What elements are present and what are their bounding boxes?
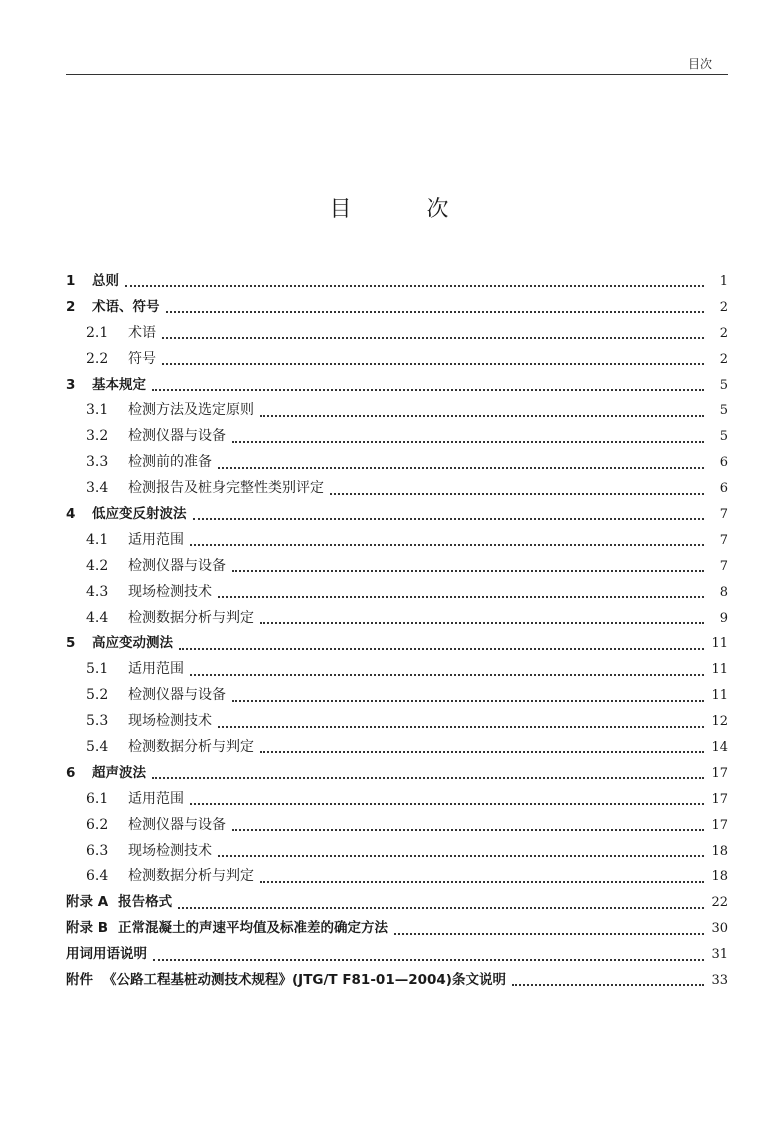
toc-entry-number: 3.4 xyxy=(86,480,109,497)
toc-entry-label: 基本规定 xyxy=(92,376,146,393)
toc-leader-dots xyxy=(232,440,704,443)
toc-entry-number: 2.2 xyxy=(86,350,109,367)
toc-entry[interactable] xyxy=(66,968,728,994)
toc-leader-dots xyxy=(260,414,704,417)
toc-leader-dots xyxy=(218,466,704,469)
toc-entry-label: 术语 xyxy=(128,324,156,341)
toc-entry-label: 现场检测技术 xyxy=(128,842,212,859)
toc-entry-number: 3.1 xyxy=(86,402,109,419)
toc-entry[interactable] xyxy=(66,295,728,321)
toc-entry-label: 检测数据分析与判定 xyxy=(128,609,254,626)
toc-entry-page: 2 xyxy=(719,325,728,341)
toc-entry-label: 总则 xyxy=(92,273,119,289)
toc-entry-label: 检测数据分析与判定 xyxy=(128,868,254,885)
toc-entry-label: 现场检测技术 xyxy=(128,583,212,600)
toc-entry-page: 5 xyxy=(719,429,728,445)
toc-entry-label: 检测前的准备 xyxy=(128,454,212,471)
toc-entry-label: 适用范围 xyxy=(128,531,184,548)
toc-entry-page: 17 xyxy=(711,791,728,807)
toc-leader-dots xyxy=(260,621,704,624)
toc-entry[interactable] xyxy=(66,269,728,295)
toc-entry[interactable] xyxy=(66,813,728,839)
toc-entry-page: 11 xyxy=(711,636,728,652)
toc-entry-number: 3.3 xyxy=(86,454,109,471)
toc-entry-page: 1 xyxy=(719,274,728,289)
toc-entry-label: 正常混凝土的声速平均值及标准差的确定方法 xyxy=(118,920,388,937)
toc-entry-number: 4 xyxy=(66,506,76,523)
toc-leader-dots xyxy=(218,725,704,728)
running-head-text: 目次 xyxy=(687,57,712,71)
toc-leader-dots xyxy=(232,699,704,702)
toc-leader-dots xyxy=(218,854,704,857)
toc-entry-page: 17 xyxy=(711,765,728,781)
toc-entry-number: 3 xyxy=(66,376,76,393)
toc-leader-dots xyxy=(162,336,704,339)
toc-leader-dots xyxy=(179,647,704,650)
toc-entry-label: 检测方法及选定原则 xyxy=(128,402,254,419)
toc-entry-number: 3.2 xyxy=(86,428,109,445)
toc-entry-page: 6 xyxy=(719,481,728,497)
toc-entry-number: 附录 B xyxy=(66,920,108,937)
toc-leader-dots xyxy=(152,388,704,391)
toc-entry-label: 低应变反射波法 xyxy=(92,506,187,523)
toc-entry-label: 报告格式 xyxy=(118,894,173,911)
toc-entry-page: 5 xyxy=(719,377,728,393)
toc-entry[interactable] xyxy=(66,864,728,890)
toc-entry-label: 符号 xyxy=(128,350,156,367)
toc-leader-dots xyxy=(394,932,704,935)
toc-entry-page: 2 xyxy=(719,351,728,367)
toc-leader-dots xyxy=(193,517,705,520)
toc-leader-dots xyxy=(152,776,704,779)
toc-entry-page: 11 xyxy=(711,662,728,678)
toc-entry-number: 2 xyxy=(66,298,76,315)
toc-entry-number: 6 xyxy=(66,764,76,781)
toc-entry-label: 检测仪器与设备 xyxy=(128,557,226,574)
toc-entry-number: 4.2 xyxy=(86,557,109,574)
toc-entry[interactable] xyxy=(66,554,728,580)
toc-entry-page: 33 xyxy=(711,973,728,989)
toc-entry-number: 5.2 xyxy=(86,687,109,704)
toc-entry-label: 现场检测技术 xyxy=(128,713,212,730)
toc-entry-label: 检测报告及桩身完整性类别评定 xyxy=(128,480,324,497)
toc-entry-page: 7 xyxy=(719,558,728,574)
toc-leader-dots xyxy=(512,983,704,986)
toc-entry[interactable] xyxy=(66,476,728,502)
toc-leader-dots xyxy=(125,284,704,287)
toc-entry[interactable] xyxy=(66,890,728,916)
table-of-contents xyxy=(66,269,728,994)
toc-entry[interactable] xyxy=(66,709,728,735)
toc-entry-number: 5.4 xyxy=(86,739,109,756)
toc-entry[interactable] xyxy=(66,761,728,787)
toc-entry[interactable] xyxy=(66,347,728,373)
toc-entry[interactable] xyxy=(66,424,728,450)
toc-leader-dots xyxy=(166,310,705,313)
toc-leader-dots xyxy=(232,828,704,831)
header-rule xyxy=(66,74,728,75)
page-title: 目 次 xyxy=(329,197,483,222)
toc-entry[interactable] xyxy=(66,528,728,554)
toc-entry[interactable] xyxy=(66,735,728,761)
toc-entry-page: 2 xyxy=(719,299,728,315)
toc-entry[interactable] xyxy=(66,398,728,424)
toc-entry-number: 6.4 xyxy=(86,868,109,885)
toc-entry-number: 1 xyxy=(66,273,76,289)
toc-entry-page: 14 xyxy=(711,740,728,756)
toc-leader-dots xyxy=(218,595,704,598)
toc-entry[interactable] xyxy=(66,321,728,347)
running-head xyxy=(0,0,778,90)
toc-entry-label: 高应变动测法 xyxy=(92,635,173,652)
toc-entry-page: 11 xyxy=(711,688,728,704)
toc-entry-page: 7 xyxy=(719,507,728,523)
toc-leader-dots xyxy=(330,492,704,495)
toc-entry[interactable] xyxy=(66,631,728,657)
toc-entry-page: 31 xyxy=(711,947,728,963)
toc-entry-page: 8 xyxy=(719,584,728,600)
toc-entry[interactable] xyxy=(66,580,728,606)
toc-entry-label: 超声波法 xyxy=(92,764,146,781)
toc-entry-label: 《公路工程基桩动测技术规程》(JTG/T F81-01—2004)条文说明 xyxy=(103,972,506,989)
toc-leader-dots xyxy=(260,750,704,753)
toc-entry-label: 检测数据分析与判定 xyxy=(128,739,254,756)
toc-entry-number: 5.1 xyxy=(86,661,109,678)
toc-leader-dots xyxy=(178,906,704,909)
toc-leader-dots xyxy=(190,802,704,805)
toc-entry-label: 适用范围 xyxy=(128,661,184,678)
toc-entry-page: 22 xyxy=(711,895,728,911)
toc-entry-number: 6.1 xyxy=(86,790,109,807)
toc-entry[interactable] xyxy=(66,787,728,813)
toc-entry-label: 检测仪器与设备 xyxy=(128,428,226,445)
toc-entry-label: 适用范围 xyxy=(128,790,184,807)
toc-leader-dots xyxy=(190,543,704,546)
toc-entry-number: 6.3 xyxy=(86,842,109,859)
toc-entry-label: 术语、符号 xyxy=(92,298,160,315)
toc-entry[interactable] xyxy=(66,606,728,632)
toc-entry[interactable] xyxy=(66,450,728,476)
toc-entry-number: 附录 A xyxy=(66,894,109,911)
toc-entry-label: 检测仪器与设备 xyxy=(128,816,226,833)
toc-entry-page: 9 xyxy=(719,610,728,626)
toc-entry-number: 4.1 xyxy=(86,531,109,548)
toc-entry-page: 12 xyxy=(711,714,728,730)
toc-entry[interactable] xyxy=(66,839,728,865)
toc-entry-label: 检测仪器与设备 xyxy=(128,687,226,704)
toc-entry-number: 4.3 xyxy=(86,583,109,600)
toc-entry[interactable] xyxy=(66,657,728,683)
toc-entry-page: 7 xyxy=(719,532,728,548)
toc-entry[interactable] xyxy=(66,373,728,399)
toc-entry-number: 6.2 xyxy=(86,816,109,833)
toc-leader-dots xyxy=(260,880,704,883)
toc-entry[interactable] xyxy=(66,916,728,942)
toc-entry[interactable] xyxy=(66,942,728,968)
toc-entry-page: 6 xyxy=(719,455,728,471)
toc-entry[interactable] xyxy=(66,683,728,709)
toc-leader-dots xyxy=(153,958,704,961)
toc-leader-dots xyxy=(190,673,704,676)
toc-entry-number: 附件 xyxy=(66,972,93,989)
toc-leader-dots xyxy=(162,362,704,365)
toc-leader-dots xyxy=(232,569,704,572)
toc-entry-page: 30 xyxy=(711,921,728,937)
toc-entry-label: 用词用语说明 xyxy=(66,946,147,963)
toc-entry-page: 17 xyxy=(711,817,728,833)
toc-entry-page: 18 xyxy=(711,843,728,859)
toc-entry-page: 18 xyxy=(711,869,728,885)
toc-entry-number: 4.4 xyxy=(86,609,109,626)
toc-entry-page: 5 xyxy=(719,403,728,419)
toc-entry-number: 2.1 xyxy=(86,324,109,341)
toc-entry-number: 5.3 xyxy=(86,713,109,730)
toc-entry[interactable] xyxy=(66,502,728,528)
toc-entry-number: 5 xyxy=(66,635,76,652)
